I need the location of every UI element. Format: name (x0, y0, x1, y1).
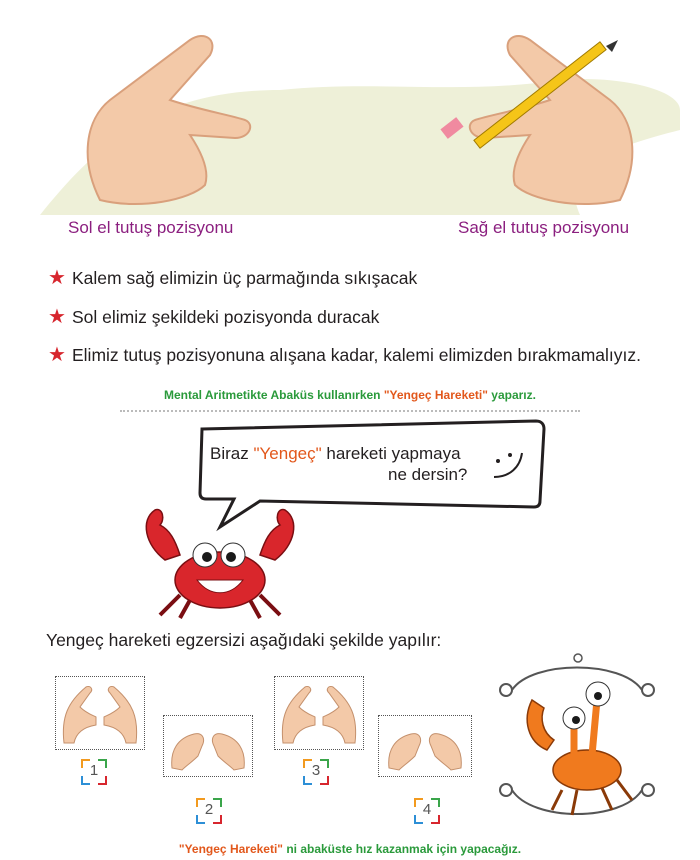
note-prefix: Mental Aritmetikte Abaküs kullanırken (164, 388, 384, 402)
bubble-text-2: hareketi yapmaya (321, 444, 461, 463)
step-number-3 (303, 759, 329, 785)
footer-note (0, 842, 700, 856)
footer-suffix: ni abaküste hız kazanmak için yapacağız. (283, 842, 522, 856)
step-box-2 (163, 715, 253, 777)
step-box-1 (55, 676, 145, 750)
bullet-text: Elimiz tutuş pozisyonuna alışana kadar, kalemi elimizden bırakmamalıyız. (72, 345, 641, 365)
star-icon: ★ (48, 344, 66, 366)
star-icon: ★ (48, 306, 66, 328)
bubble-text-1: Biraz (210, 444, 254, 463)
hands-open-icon (275, 677, 363, 749)
step-number-2 (196, 798, 222, 824)
step-number-4 (414, 798, 440, 824)
left-hand-caption: Sol el tutuş pozisyonu (68, 218, 234, 237)
note-highlight: "Yengeç Hareketi" (383, 388, 488, 402)
step-number-1 (81, 759, 107, 785)
hands-closed-icon (164, 716, 252, 776)
bullet-text: Kalem sağ elimizin üç parmağında sıkışacak (72, 268, 418, 288)
divider (120, 410, 580, 412)
hands-illustration (40, 20, 680, 220)
right-hand-caption: Sağ el tutuş pozisyonu (458, 218, 630, 237)
orange-crab-icon (492, 650, 664, 832)
star-icon: ★ (48, 267, 66, 289)
bubble-line-2: ne dersin? (388, 465, 468, 484)
step-number-label: 1 (89, 762, 99, 779)
step-number-label: 4 (422, 801, 432, 818)
bullet-item-3 (48, 342, 641, 367)
bubble-highlight: "Yengeç" (253, 444, 322, 463)
hands-open-icon (56, 677, 144, 749)
footer-highlight: "Yengeç Hareketi" (178, 842, 283, 856)
step-number-label: 3 (311, 762, 321, 779)
step-number-label: 2 (204, 801, 214, 818)
note-suffix: yaparız. (487, 388, 536, 402)
bubble-line-1 (210, 444, 461, 464)
abacus-note (0, 388, 700, 402)
bullet-item-1 (48, 265, 417, 290)
bullet-text: Sol elimiz şekildeki pozisyonda duracak (72, 307, 380, 327)
instruction-text: Yengeç hareketi egzersizi aşağıdaki şekilde yapılır: (46, 630, 442, 650)
crab-icon (135, 505, 305, 620)
hands-closed-icon (379, 716, 471, 776)
bullet-item-2 (48, 304, 379, 329)
step-box-3 (274, 676, 364, 750)
step-box-4 (378, 715, 472, 777)
